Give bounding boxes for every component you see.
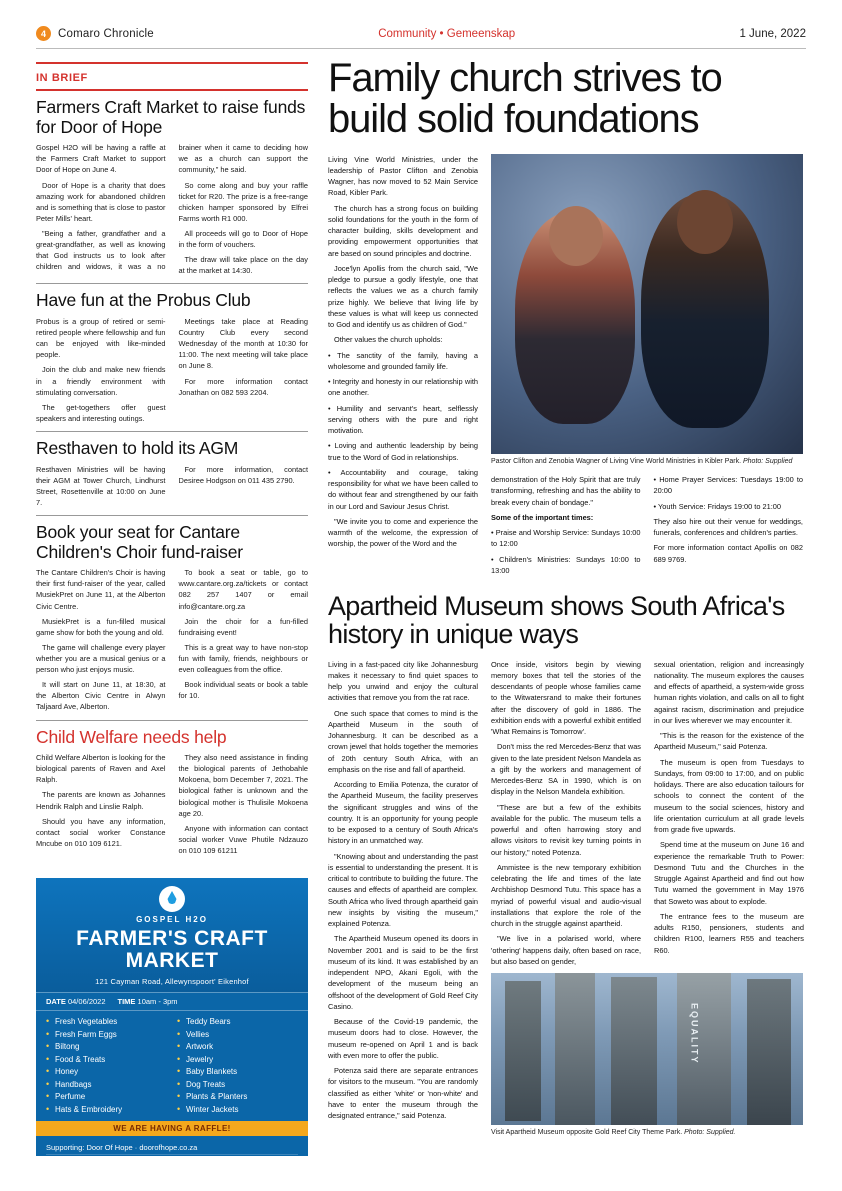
brief-headline-cantare-choir: Book your seat for Cantare Children's Choir fund-raiser <box>36 522 243 562</box>
publication-title: Comaro Chronicle <box>58 27 154 40</box>
paragraph: • Humility and servant's heart, selflessly serving others with the pure and right motivation. <box>328 403 478 436</box>
masthead <box>36 26 806 41</box>
paragraph: The game will challenge every player whether you are a musical genius or a person who just enjoys music. <box>36 642 166 675</box>
in-brief-column <box>36 62 308 857</box>
brief-headline-child-welfare: Child Welfare needs help <box>36 726 227 747</box>
caption-credit: Photo: Supplied <box>743 457 793 465</box>
paragraph: Book individual seats or book a table for 10. <box>178 680 308 701</box>
paragraph: It will start on June 11, at 18:30, at the Alberton Civic Centre in Alwyn Taljaard Ave, Alberton. <box>36 680 166 712</box>
pastor-photo-caption <box>491 457 803 466</box>
advert-date-time-bar <box>36 992 308 1011</box>
in-brief-header <box>36 62 308 91</box>
advert-time <box>118 997 178 1006</box>
paragraph: Gospel H2O will be having a raffle at the Farmers Craft Market to support Door of Hope on June 4. <box>36 143 166 175</box>
page-number-badge: 4 <box>36 26 51 41</box>
main-story-grid <box>328 154 806 580</box>
in-brief-label: IN BRIEF <box>36 72 88 84</box>
paragraph: Join the choir for a fun-filled fundraising event! <box>178 616 308 637</box>
paragraph: • Home Prayer Services: Tuesdays 19:00 to 20:00 <box>653 475 803 496</box>
paragraph: Child Welfare Alberton is looking for the biological parents of Raven and Axel Ralph. <box>36 753 166 785</box>
advert-time-label: TIME <box>117 997 136 1007</box>
equality-photo: EQUALITY <box>491 973 803 1125</box>
advert-item-lists <box>36 1011 308 1121</box>
paragraph: • The sanctity of the family, having a wholesome and grounded family life. <box>328 350 478 371</box>
paragraph: MusiekPret is a fun-filled musical game show for both the young and old. <box>36 616 166 637</box>
brief-headline-resthaven-agm: Resthaven to hold its AGM <box>36 437 239 458</box>
advert-items-right <box>177 1017 298 1117</box>
list-item: • Jewelry <box>177 1055 298 1064</box>
brief-headline-farmers-market: Farmers Craft Market to raise funds for Door of Hope <box>36 97 306 137</box>
paragraph: Don't miss the red Mercedes-Benz that was given to the late president Nelson Mandela as a gift by the workers and management of Mercedes-Benz SA in 1990, which is on display in the Nelson Mandela exhibition. <box>491 742 641 797</box>
main-story-column-3 <box>654 474 804 580</box>
divider <box>36 283 308 284</box>
paragraph: • Accountability and courage, taking responsibility for what we have been called to do without fear and strengthened by our faith in our Lord and Saviour Jesus Christ. <box>328 467 478 511</box>
list-item: • Food & Treats <box>46 1055 167 1064</box>
paragraph: For more information contact Jonathan on 082 593 2204. <box>178 376 308 397</box>
caption-text: Visit Apartheid Museum opposite Gold Reef City Theme Park. <box>491 1129 683 1137</box>
list-item: • Fresh Vegetables <box>46 1017 167 1026</box>
advert-raffle-banner: WE ARE HAVING A RAFFLE! <box>36 1121 308 1136</box>
paragraph: "Knowing about and understanding the past is essential to understanding the present. It is critical to contribute to building the future. The causes and effects of apartheid are complex. South Africa who lived through apartheid gain new insights by visiting the museum," explained Potenza. <box>328 851 478 929</box>
brief-body-probus-club <box>36 316 308 424</box>
paragraph: The draw will take place on the day at the market at 14:30. <box>178 255 308 276</box>
list-item: • Artwork <box>177 1042 298 1051</box>
list-item: • Vellies <box>177 1030 298 1039</box>
paragraph: Other values the church upholds: <box>334 335 443 345</box>
paragraph: Meetings take place at Reading Country Club every second Wednesday of the month at 10:30 for 11:00. The next meeting will take place on June 8. <box>178 316 308 371</box>
paragraph: Living in a fast-paced city like Johannesburg makes it necessary to find quiet spaces to help you unwind and enjoy the cultural activities that remove you from the rat race. <box>328 659 478 703</box>
advert-title-line2: MARKET <box>125 949 219 973</box>
paragraph: So come along and buy your raffle ticket for R20. The prize is a free-range chicken hamper sponsored by Elfrei Farms worth R1 000. <box>178 180 308 223</box>
paragraph: • Youth Service: Fridays 19:00 to 21:00 <box>653 501 781 511</box>
paragraph: Living Vine World Ministries, under the leadership of Pastor Clifton and Zenobia Wagner, has now moved to 52 Main Service Road, Kibler Park. <box>328 154 478 198</box>
paragraph: "We live in a polarised world, where 'othering' happens daily, often based on race, but also based on gender, <box>491 934 641 966</box>
paragraph: Ammistee is the new temporary exhibition celebrating the life and times of the late Archbishop Desmond Tutu. This space has a myriad of powerful visual and audio-visual installations that explore the role of the church in the struggle against apartheid. <box>491 862 641 929</box>
paragraph: They also need assistance in finding the biological parents of Jethobahle Mokoena, born December 7, 2021. The biological father is unknown and the biological mother is Thulisile Mokoena age 20. <box>178 753 308 818</box>
main-story-lower-columns <box>491 474 803 580</box>
main-story-column-2 <box>491 474 641 580</box>
paragraph: • Children's Ministries: Sundays 10:00 to 13:00 <box>491 554 641 575</box>
divider <box>36 720 308 721</box>
paragraph: Joce'lyn Apollis from the church said, "We pledge to pursue a godly lifestyle, one that reflects the values we as a church family prize highly. We believe that living life by these values is what will keep us connected to God and identify us as children of God." <box>328 263 478 330</box>
advert-brand: GOSPEL H2O <box>136 915 208 924</box>
list-item: • Perfume <box>46 1092 167 1101</box>
main-story-column-1 <box>328 154 478 580</box>
apartheid-story-grid <box>328 659 806 1138</box>
brief-headline-probus-club: Have fun at the Probus Club <box>36 290 251 311</box>
advert-footer <box>36 1136 308 1191</box>
apartheid-column-1 <box>328 659 478 1138</box>
brief-body-cantare-choir <box>36 567 308 712</box>
paragraph: "These are but a few of the exhibits available for the public. The museum tells a powerful and often harrowing story and allows visitors to revisit key turning points in our history," noted Potenza. <box>491 802 641 857</box>
pastor-photo <box>491 154 803 454</box>
advert-ticket-price: Raffle Ticket: R20 <box>46 1155 298 1170</box>
list-item: • Teddy Bears <box>177 1017 298 1026</box>
section-label: Community • Gemeenskap <box>378 27 516 40</box>
paragraph: Resthaven Ministries will be having their AGM at Tower Church, Lindhurst Street, Rosettenville at 10:00 on June 7. <box>36 464 166 507</box>
paragraph: Once inside, visitors begin by viewing memory boxes that tell the stories of the descendants of people whose families came to the Witwatersrand to make their fortunes after the discovery of gold in 1886. The exhibition ends with a powerful exhibit entitled 'What Remains is Tomorrow'. <box>491 659 641 737</box>
masthead-rule <box>36 48 806 49</box>
paragraph: The Cantare Children's Choir is having their first fund-raiser of the year, called MusiekPret on June 11, at the Alberton Civic Centre. <box>36 568 166 611</box>
apartheid-headline: Apartheid Museum shows South Africa's history in unique ways <box>328 591 785 650</box>
list-item: • Honey <box>46 1067 167 1076</box>
advert-items-left <box>46 1017 167 1117</box>
list-item: • Winter Jackets <box>177 1105 298 1114</box>
list-item: • Biltong <box>46 1042 167 1051</box>
brief-body-resthaven-agm <box>36 464 308 508</box>
paragraph: For more information contact Apollis on 082 689 9769. <box>653 543 803 564</box>
paragraph: Door of Hope is a charity that does amazing work for abandoned children and is something that is close to pastor Peter Mills' heart. <box>36 180 166 223</box>
advert-supporting: Supporting: Door Of Hope · doorofhope.co.za <box>46 1140 298 1155</box>
paragraph: According to Emilia Potenza, the curator of the Apartheid Museum, the facility preserves the significant struggles and wins of the country. It is an opportunity for young people to be exposed to a century of South Africa's history in an unmatched way. <box>328 780 478 846</box>
paragraph: One such space that comes to mind is the Apartheid Museum in the south of Johannesburg. It can be described as a crown jewel that holds together the memories of 20th century South Africa, with an emphasis on the rise and fall of apartheid. <box>328 708 478 774</box>
important-times-label: Some of the important times: <box>491 512 594 522</box>
farmers-market-advert <box>36 878 308 1183</box>
paragraph: Should you have any information, contact social worker Constance Mncube on 010 109 6121. <box>36 816 166 848</box>
list-item: • Baby Blankets <box>177 1067 298 1076</box>
paragraph: Spend time at the museum on June 16 and experience the remarkable Truth to Power: Desmond Tutu and the Churches in the Struggle Against Apartheid and find out how Tutu warned the government in May 1976 that Soweto was about to explode. <box>654 840 804 906</box>
paragraph: To book a seat or table, go to www.cantare.org.za/tickets or contact 082 257 1407 or email info@cantare.org.za <box>178 568 308 611</box>
brief-body-farmers-market <box>36 142 308 276</box>
paragraph: Probus is a group of retired or semi-retired people where fellowship and fun can be enjoyed with like-minded people. <box>36 316 166 360</box>
paragraph: "This is the reason for the existence of the Apartheid Museum," said Potenza. <box>654 731 804 752</box>
paragraph: For more information, contact Desiree Hodgson on 011 435 2790. <box>178 464 308 485</box>
paragraph: • Praise and Worship Service: Sundays 10:00 to 12:00 <box>491 528 641 549</box>
paragraph: The museum is open from Tuesdays to Sundays, from 09:00 to 17:00, and on public holidays. There are also education tailours for schools to connect the content of the museum to the social sciences, history and life orientation curriculum at all grade levels from grade five upwards. <box>654 757 804 835</box>
masthead-left <box>36 26 154 41</box>
water-drop-icon <box>159 886 185 912</box>
list-item: • Plants & Planters <box>177 1092 298 1101</box>
paragraph: The church has a strong focus on building solid foundations for the youth in the form of character building, skills development and providing empowerment opportunities that are based on sound principles and doctrine. <box>328 203 478 258</box>
advert-time-value: 10am - 3pm <box>137 997 178 1007</box>
paragraph: demonstration of the Holy Spirit that are truly transforming, refreshing and has the ability to break every chain of bondage." <box>491 475 641 507</box>
advert-prize: Raffle Prize: R1000 Free Range Chicken Hamper <box>46 1173 211 1183</box>
brief-body-child-welfare <box>36 752 308 856</box>
paragraph: The Apartheid Museum opened its doors in November 2001 and is said to be the first museum of its kind. It was established by an independent NPO, Akani Egoli, with the development of the museum being an offshoot of the development of Gold Reef City Casino. <box>328 934 478 1011</box>
main-story-right-block <box>491 154 803 580</box>
caption-credit: Photo: Supplied. <box>684 1129 736 1137</box>
paragraph: All proceeds will go to Door of Hope in the form of vouchers. <box>178 228 308 250</box>
list-item: • Handbags <box>46 1080 167 1089</box>
advert-date <box>46 997 106 1006</box>
advert-header <box>36 878 308 992</box>
paragraph: Join the club and make new friends in a friendly environment with stimulating conversation. <box>36 365 166 397</box>
paragraph: Because of the Covid-19 pandemic, the museum doors had to close. However, the museum re-opened on April 1 and is back with even more to offer the public. <box>328 1017 478 1060</box>
issue-date: 1 June, 2022 <box>739 27 806 40</box>
advert-date-value: 04/06/2022 <box>67 997 106 1007</box>
main-content-column <box>328 58 806 1138</box>
paragraph: The parents are known as Johannes Hendrik Ralph and Linslie Ralph. <box>36 790 166 811</box>
paragraph: "We invite you to come and experience the warmth of the welcome, the expression of worship, the power of the Word and the <box>328 516 478 549</box>
paragraph: They also hire out their venue for weddings, funerals, conferences and children's parties. <box>653 516 803 538</box>
advert-address: 121 Cayman Road, Allewynspoort' Eikenhof <box>95 977 249 987</box>
paragraph: • Loving and authentic leadership by being true to the Word of God in relationships. <box>328 441 478 462</box>
list-item: • Dog Treats <box>177 1080 298 1089</box>
divider <box>36 515 308 516</box>
main-headline: Family church strives to build solid foundations <box>328 56 722 141</box>
paragraph: This is a great way to have non-stop fun with family, friends, neighbours or even colleagues from the office. <box>178 642 308 675</box>
paragraph: The get-togethers offer guest speakers and interesting outings. <box>36 402 166 423</box>
list-item: • Hats & Embroidery <box>46 1105 167 1114</box>
advert-title-line1: FARMER'S CRAFT <box>76 927 268 950</box>
paragraph: sexual orientation, religion and increasingly nationality. The museum explores the causes and effects of apartheid, a system-wide gross human rights violation, and calls on all to fight against racism, discrimination and prejudice in our lives wherever we may encounter it. <box>654 659 804 725</box>
paragraph: Potenza said there are separate entrances for visitors to the museum. "You are randomly classified as either 'white' or 'non-white' and have to enter the museum through the designated entrance," said Potenza. <box>328 1066 478 1121</box>
divider <box>36 431 308 432</box>
list-item: • Fresh Farm Eggs <box>46 1030 167 1039</box>
advert-date-label: DATE <box>46 997 66 1007</box>
advert-title <box>42 928 302 972</box>
caption-text: Pastor Clifton and Zenobia Wagner of Living Vine World Ministries in Kibler Park. <box>491 457 742 465</box>
paragraph: • Integrity and honesty in our relationship with one another. <box>328 377 478 398</box>
paragraph: Anyone with information can contact social worker Vuwe Phutile Ndzauzo on 010 109 61211 <box>178 823 308 855</box>
paragraph: The entrance fees to the museum are adults R150, pensioners, students and children R100, learners R55 and teachers R60. <box>654 911 804 955</box>
paragraph: "Being a father, grandfather and a great-grandfather, as well as knowing that God instructs us to look after children and widows, it was a no brainer when it came to deciding how we as a church can support the community," he said. <box>36 143 308 272</box>
